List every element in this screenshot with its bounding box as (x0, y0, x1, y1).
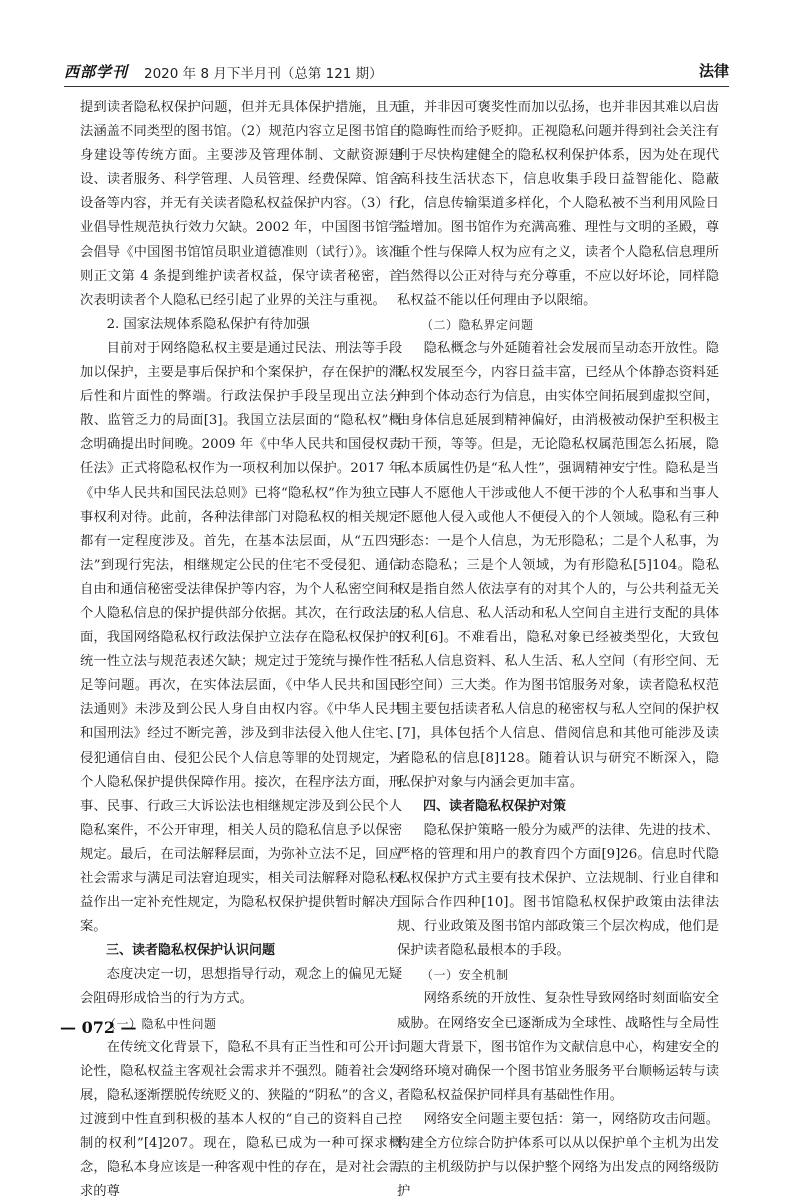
section-heading: 三、读者隐私权保护认识问题 (106, 943, 276, 959)
page-header (64, 60, 729, 84)
issue-info: 2020 年 8 月下半月刊（总第 121 期） (144, 66, 383, 82)
body-paragraph: 提到读者隐私权保护问题，但并无具体保护措施，且无法涵盖不同类型的图书馆。（2）规范内容立足图书馆自身建设等传统方面。主要涉及管理体制、文献资源建设、读者服务、科学管理、人员管理、经费保障、馆舍设备等内容，并无有关读者隐私权益保护内容。（3）行业倡导性规范执行效力欠缺。2002 年，中国图书馆学会倡导《中国图书馆馆员职业道德准则（试行）》。该准则正文第 4 条提到维护读者权益，保守读者秘密，首次表明读者个人隐私已经引起了业界的关注与重视。 (80, 100, 402, 308)
right-column (397, 96, 719, 1200)
journal-logo: 西部学刊 (64, 63, 129, 81)
subsection-heading: （二）隐私界定问题 (421, 317, 534, 332)
body-paragraph: 隐私概念与外延随着社会发展而呈动态开放性。隐私权发展至今，内容日益丰富，已经从个体静态资料延伸到个体动态行为信息，由实体空间拓展到虚拟空间，由身体信息延展到精神偏好，由消极被动保护至积极主动干预，等等。但是，无论隐私权属范围怎么拓展，隐私本质属性仍是“私人性”，强调精神安宁性。隐私是当事人不愿他人干涉或他人不便干涉的个人私事和当事人不愿他人侵入或他人不便侵入的个人领域。隐私有三种形态：一是个人信息，为无形隐私；二是个人私事，为动态隐私；三是个人领域，为有形隐私[5]104。隐私权是指自然人依法享有的对其个人的，与公共利益无关的私人信息、私人活动和私人空间自主进行支配的具体权利[6]。不难看出，隐私对象已经被类型化，大致包括私人信息资料、私人生活、私人空间（有形空间、无形空间）三大类。作为图书馆服务对象，读者隐私权范围主要包括读者私人信息的秘密权与私人空间的保护权[7]，具体包括个人信息、借阅信息和其他可能涉及读者隐私的信息[8]128。随着认识与研究不断深入，隐私保护对象与内涵会更加丰富。 (397, 340, 719, 790)
numbered-subheading: 2. 国家法规体系隐私保护有待加强 (106, 316, 310, 332)
header-rule (64, 86, 729, 87)
body-paragraph: 隐私保护策略一般分为威严的法律、先进的技术、严格的管理和用户的教育四个方面[9]26。信息时代隐私权保护方式主要有技术保护、立法规制、行业自律和国际合作四种[10]。图书馆隐私权保护政策由法律法规、行业政策及图书馆内部政策三个层次构成，他们是保护读者隐私最根本的手段。 (397, 822, 719, 959)
body-paragraph: 网络安全问题主要包括：第一，网络防攻击问题。构建全方位综合防护体系可以从以保护单个主机为出发点的主机级防护与以保护整个网络为出发点的网络级防护 (397, 1111, 719, 1200)
body-paragraph: 重，并非因可褒奖性而加以弘扬，也并非因其难以启齿的隐晦性而给予贬抑。正视隐私问题并得到社会关注有利于尽快构建健全的隐私权利保护体系，因为处在现代高科技生活状态下，信息收集手段日益智能化、隐蔽化，信息传输渠道多样化，个人隐私被不当利用风险日益增加。图书馆作为充满高雅、理性与文明的圣殿，尊重个性与保障人权为应有之义，读者个人隐私信息理所当然得以公正对待与充分尊重，不应以好坏论，同样隐私权益不能以任何理由予以限缩。 (397, 100, 719, 308)
page-number: — 072 — (60, 1018, 137, 1037)
body-paragraph: 网络系统的开放性、复杂性导致网络时刻面临安全威胁。在网络安全已逐渐成为全球性、战略性与全局性问题大背景下，图书馆作为文献信息中心，构建安全的网络环境对确保一个图书馆业务服务平台顺畅运转与读者隐私权益保护同样具有基础性作用。 (397, 991, 719, 1103)
body-paragraph: 态度决定一切，思想指导行动，观念上的偏见无疑会阻碍形成恰当的行为方式。 (80, 967, 402, 1007)
body-paragraph: 目前对于网络隐私权主要是通过民法、刑法等手段加以保护，主要是事后保护和个案保护，存在保护的滞后性和片面性的弊端。行政法保护手段呈现出立法分散、监管乏力的局面[3]。我国立法层面的“隐私权”概念明确提出时间晚。2009 年《中华人民共和国侵权责任法》正式将隐私权作为一项权利加以保护。2017 年《中华人民共和国民法总则》已将“隐私权”作为独立民事权利对待。此前，各种法律部门对隐私权的相关规定都有一定程度涉及。首先，在基本法层面，从“五四宪法”到现行宪法，相继规定公民的住宅不受侵犯、通信自由和通信秘密受法律保护等内容，为个人私密空间和个人隐私信息的保护提供部分依据。其次，在行政法层面，我国网络隐私权行政法保护立法存在隐私权保护的统一性立法与规范表述欠缺；规定过于笼统与操作性不足等问题。再次，在实体法层面，《中华人民共和国民法通则》未涉及到公民人身自由权内容。《中华人民共和国刑法》经过不断完善，涉及到非法侵入他人住宅、侵犯通信自由、侵犯公民个人信息等罪的处罚规定，为个人隐私保护提供保障作用。接次，在程序法方面，刑事、民事、行政三大诉讼法也相继规定涉及到公民个人隐私案件，不公开审理，相关人员的隐私信息予以保密规定。最后，在司法解释层面，为弥补立法不足，回应社会需求与满足司法窘迫现实，相关司法解释对隐私权益作出一定补充性规定，为隐私权保护提供暂时解决方案。 (80, 340, 402, 935)
subsection-heading: （一）安全机制 (421, 968, 509, 983)
section-tag: 法律 (698, 62, 729, 80)
section-heading: 四、读者隐私权保护对策 (423, 798, 567, 814)
subsection-heading: （一）隐私中性问题 (104, 1016, 217, 1031)
body-paragraph: 在传统文化背景下，隐私不具有正当性和可公开讨论性，隐私权益主客观社会需求并不强烈。随着社会发展，隐私逐渐摆脱传统贬义的、狭隘的“阴私”的含义，过渡到中性直到积极的基本人权的“自己的资料自己控制的权利”[4]207。现在，隐私已成为一种可探求概念，隐私本身应该是一种客观中性的存在，是对社会需求的尊 (80, 1039, 402, 1200)
